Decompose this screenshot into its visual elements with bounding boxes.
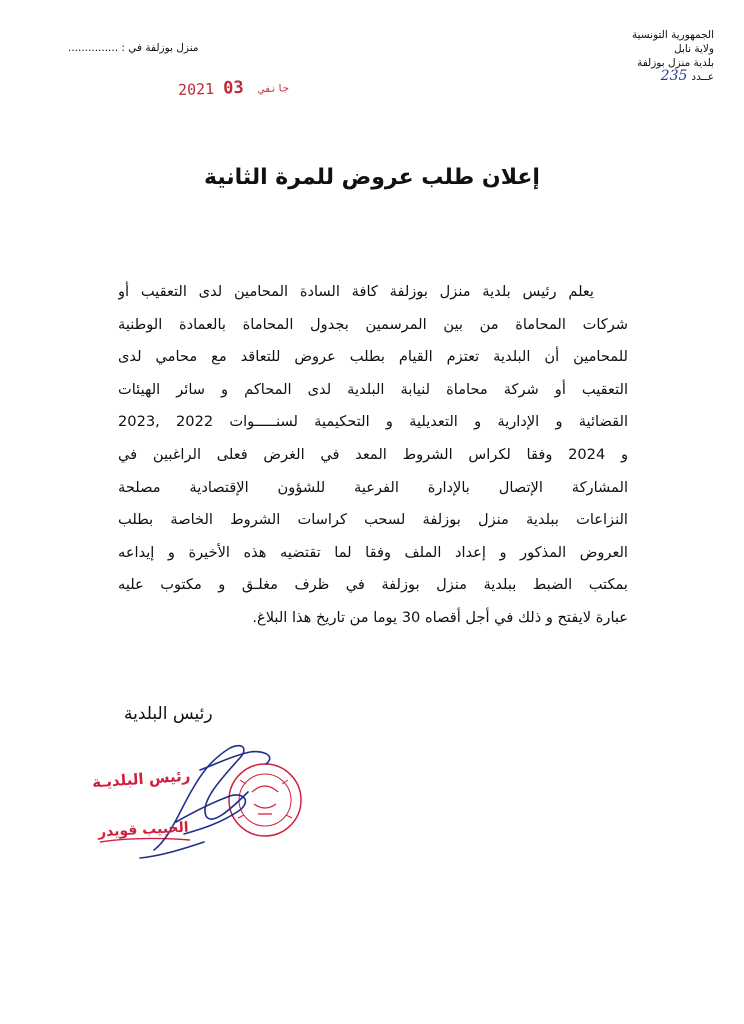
body-line: النزاعات ببلدية منزل بوزلفة لسحب كراسات الشروط الخاصة بطلب: [118, 511, 628, 529]
reference-number-handwritten: 235: [660, 68, 688, 84]
official-seal-and-signature: [80, 730, 320, 870]
letterhead-municipality: بلدية منزل بوزلفة: [637, 57, 714, 69]
announcement-title: إعلان طلب عروض للمرة الثانية: [204, 165, 540, 190]
body-line: عبارة لايفتح و ذلك في أجل أقصاه 30 يوما من تاريخ هذا البلاغ.: [252, 608, 628, 626]
body-line: القضائية و الإدارية و التعديلية و التحكيمية لسنـــــوات 2022 ,2023: [118, 413, 628, 431]
date-stamp-month: جانفي: [258, 83, 290, 96]
letterhead-governorate: ولاية نابل: [674, 43, 714, 55]
stamp-title: رئيس البلديـة: [91, 766, 191, 792]
body-line: التعقيب أو شركة محاماة لنيابة البلدية لدى المحاكم و سائر الهيئات: [118, 380, 628, 398]
place-date-line: منزل بوزلفة في : ...............: [68, 42, 199, 54]
date-stamp-year: 2021: [177, 79, 215, 100]
body-line: شركات المحاماة من بين المرسمين بجدول المحاماة بالعمادة الوطنية: [118, 315, 628, 333]
body-line: بمكتب الضبط ببلدية منزل بوزلفة في ظرف مغلـق و مكتوب عليه: [118, 576, 628, 594]
letterhead: [554, 28, 714, 84]
body-line: للمحامين أن البلدية تعتزم القيام بطلب عروض للتعاقد مع محامي لدى: [118, 348, 628, 366]
handwritten-signature: [140, 746, 270, 858]
signature-block: [80, 730, 320, 870]
stamp-name: الحبيب قويدر: [97, 819, 189, 841]
body-line: المشاركة الإتصال بالإدارة الفرعية للشؤون الإقتصادية مصلحة: [118, 478, 628, 496]
signer-title: رئيس البلدية: [124, 704, 213, 724]
announcement-body: [118, 276, 628, 635]
body-line: يعلم رئيس بلدية منزل بوزلفة كافة السادة المحامين لدى التعقيب أو: [118, 283, 594, 300]
body-line: العروض المذكور و إعداد الملف وفقا لما تقتضيه هذه الأخيرة و إيداعه: [118, 543, 628, 561]
letterhead-republic: الجمهورية التونسية: [632, 29, 714, 41]
date-stamp: [178, 76, 295, 100]
date-stamp-day: 03: [222, 77, 244, 99]
reference-number-label: عــدد: [691, 71, 714, 83]
body-line: و 2024 وفقا لكراس الشروط المعد في الغرض فعلى الراغبين في: [118, 445, 628, 463]
reference-number-row: [554, 70, 714, 84]
